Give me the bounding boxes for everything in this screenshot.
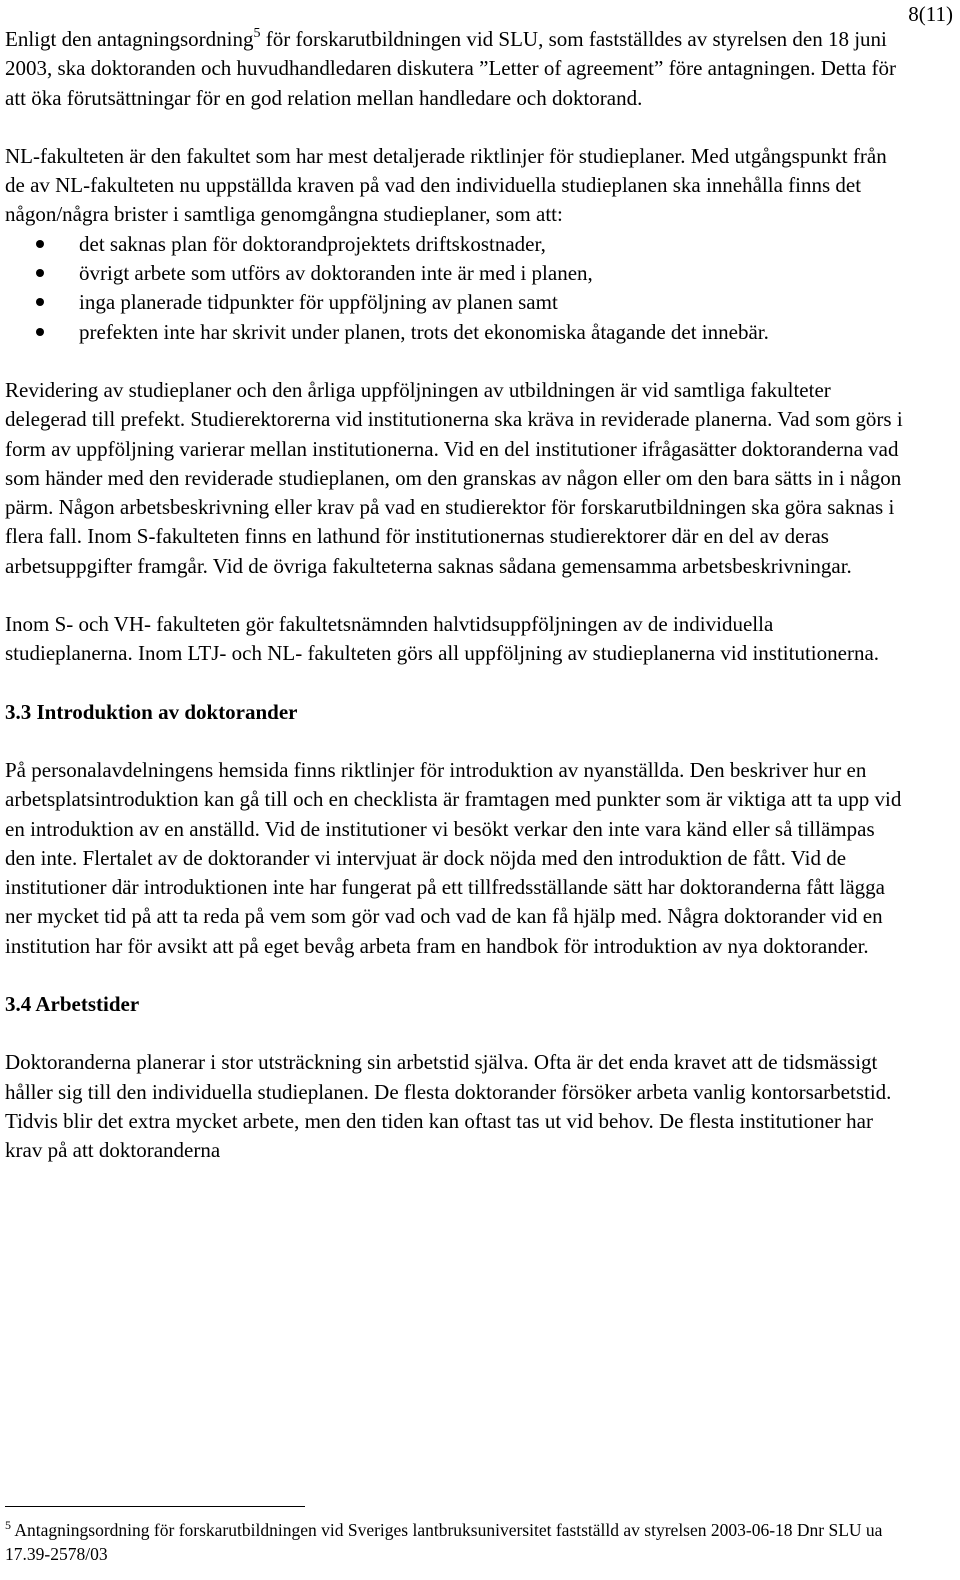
bullet-icon — [36, 298, 44, 306]
bullet-text: det saknas plan för doktorandprojektets driftskostnader, — [79, 231, 546, 256]
bullet-text: inga planerade tidpunkter för uppföljning av planen samt — [79, 290, 558, 315]
paragraph-introduktion: På personalavdelningens hemsida finns riktlinjer för introduktion av nyanställda. Den beskriver hur en arbetsplatsintroduktion kan gå till och en checklista är framtagen med punkter som är viktiga att ta upp vid en introduktion av en anställd. Vid de institutioner vi besökt verkar den inte vara känd eller så tillämpas den inte. Flertalet av de doktorander vi intervjuat är dock nöjda med den introduktion de fått. Vid de institutioner där introduktionen inte har fungerat på ett tillfredsställande sätt har doktoranderna fått lägga ner mycket tid på att ta reda på vem som gör vad och vad de kan få hjälp med. Några doktorander vid en institution har för avsikt att på eget bevåg arbeta fram en handbok för introduktion av nya doktorander. — [5, 757, 902, 958]
footnote-divider — [5, 1506, 305, 1507]
paragraph-halvtidsuppfoljning: Inom S- och VH- fakulteten gör fakultetsnämnden halvtidsuppföljningen av de individuella studieplanerna. Inom LTJ- och NL- fakulteten görs all uppföljning av studieplanerna vid institutionerna. — [5, 612, 880, 666]
paragraph-text: för forskarutbildningen vid SLU, som fastställdes av styrelsen den 18 juni 2003, ska doktoranden och huvudhandledaren diskutera ”Letter of agreement” före antagningen. Detta för att öka förutsättningar för en god relation mellan handledare och doktorand. — [5, 27, 896, 110]
paragraph-nl-fakulteten: NL-fakulteten är den fakultet som har mest detaljerade riktlinjer för studieplaner. Med utgångspunkt från de av NL-fakulteten nu uppställda kraven på vad den individuella studieplanen ska innehålla finns det någon/några brister i samtliga genomgångna studieplaner, som att: — [5, 143, 887, 227]
bullet-item — [5, 318, 905, 347]
bullet-item — [5, 259, 905, 288]
bullet-list — [5, 230, 905, 347]
document-body — [5, 25, 905, 1166]
footnote — [5, 1518, 905, 1566]
page-number: 8(11) — [908, 2, 953, 26]
bullet-icon — [36, 240, 44, 248]
footnote-text: Antagningsordning för forskarutbildningen vid Sveriges lantbruksuniversitet fastställd av styrelsen 2003-06-18 Dnr SLU ua 17.39-2578/03 — [5, 1520, 883, 1564]
paragraph-text: Enligt den antagningsordning — [5, 27, 254, 51]
paragraph-letter-of-agreement — [5, 25, 905, 113]
section-heading-3-4: 3.4 Arbetstider — [5, 992, 140, 1017]
bullet-text: övrigt arbete som utförs av doktoranden inte är med i planen, — [79, 261, 593, 286]
bullet-icon — [36, 269, 44, 277]
footnote-number: 5 — [5, 1518, 11, 1532]
footnote-reference[interactable]: 5 — [253, 26, 261, 41]
paragraph-revidering: Revidering av studieplaner och den årliga uppföljningen av utbildningen är vid samtliga fakulteter delegerad till prefekt. Studierektorerna vid institutionerna ska kräva in reviderade planerna. Vad som görs i form av uppföljning varierar mellan institutionerna. Vid en del institutioner ifrågasätter doktoranderna vad som händer med den reviderade studieplanen, om den granskas av någon eller om den bara sätts in i någon pärm. Någon arbetsbeskrivning eller krav på vad en studierektor för forskarutbildningen ska göra saknas i flera fall. Inom S-fakulteten finns en lathund för institutionernas studierektorer där en del av deras arbetsuppgifter framgår. Vid de övriga fakulteterna saknas sådana gemensamma arbetsbeskrivningar. — [5, 377, 903, 578]
bullet-text: prefekten inte har skrivit under planen, trots det ekonomiska åtagande det innebär. — [79, 319, 769, 344]
bullet-icon — [36, 328, 44, 336]
paragraph-arbetstider: Doktoranderna planerar i stor utsträckning sin arbetstid själva. Ofta är det enda kravet att de tidsmässigt håller sig till den individuella studieplanen. De flesta doktorander försöker arbeta vanlig kontorsarbetstid. Tidvis blir det extra mycket arbete, men den tiden kan oftast tas ut vid behov. De flesta institutioner har krav på att doktoranderna — [5, 1050, 892, 1163]
bullet-item — [5, 230, 905, 259]
bullet-item — [5, 288, 905, 317]
section-heading-3-3: 3.3 Introduktion av doktorander — [5, 699, 298, 724]
